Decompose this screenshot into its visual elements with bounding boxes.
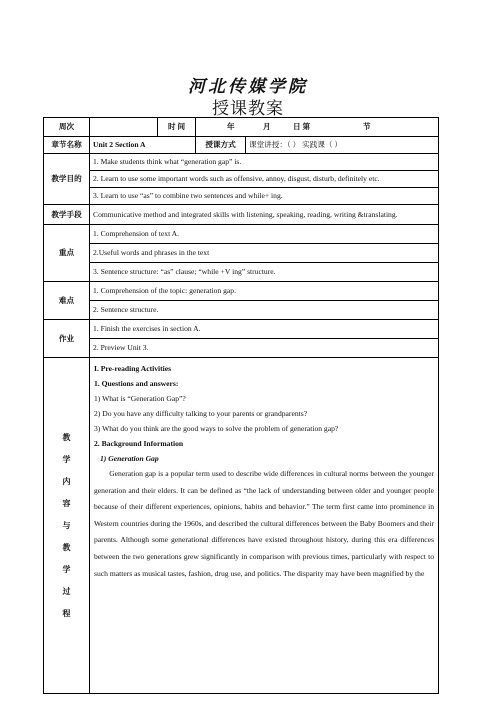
process-label-char: 过 — [62, 586, 71, 596]
objective-line: 2. Learn to use some important words such as offensive, annoy, disgust, disturb, definitely etc. — [90, 170, 438, 187]
school-name: 河北传媒学院 — [188, 77, 308, 96]
homework-line: 1. Finish the exercises in section A. — [93, 324, 201, 333]
difficulties-label: 难点 — [44, 282, 90, 320]
year-label: 年 — [227, 122, 235, 131]
background-paragraph: Generation gap is a popular term used to describe wide differences in cultural norms between the younger generation and their elders. It can be defined as “the lack of understanding between older and younger people because of their different experiences, opinions, habits and behavior.” The term first came into prominence in Western countries during the 1960s, and described the cultural differences between the Baby Boomers and their parents. Although some generational differences have existed throughout history, during this era differences between the two generations grew significantly in comparison with previous times, particularly with respect to such matters as musical tastes, fashion, drug use, and politics. The disparity may have been magnified by the — [94, 469, 434, 578]
homework-content — [90, 320, 439, 358]
homework-row — [44, 320, 439, 358]
key-point-line: 3. Sentence structure: “as” clause; “while +V ing” structure. — [90, 262, 438, 281]
process-label-char: 教 — [62, 432, 71, 442]
process-row — [44, 358, 439, 694]
week-time-row — [44, 118, 439, 137]
process-label-char: 学 — [62, 454, 71, 464]
process-label-char: 容 — [62, 498, 71, 508]
objective-line: 1. Make students think what “generation gap” is. — [93, 157, 242, 166]
process-label — [44, 358, 90, 694]
chapter-value: Unit 2 Section A — [90, 137, 196, 154]
week-value — [90, 118, 158, 137]
process-content — [90, 358, 439, 694]
period-label: 节 — [363, 122, 371, 131]
difficulty-line: 1. Comprehension of the topic: generation gap. — [93, 286, 236, 295]
key-points-content — [90, 225, 439, 282]
process-label-char: 学 — [62, 564, 71, 574]
document-title: 授课教案 — [212, 99, 284, 118]
background-subtitle: 1) Generation Gap — [100, 454, 159, 463]
section-title: I. Pre-reading Activities — [94, 364, 172, 373]
objectives-label: 教学目的 — [44, 154, 90, 205]
key-points-row — [44, 225, 439, 282]
qa-title: 1. Questions and answers: — [94, 379, 179, 388]
objectives-content — [90, 154, 439, 205]
mode-value: 课堂讲授：（ ） 实践课（ ） — [246, 137, 439, 154]
methods-label: 教学手段 — [44, 205, 90, 225]
month-label: 月 — [263, 122, 271, 131]
difficulties-row — [44, 282, 439, 320]
objectives-row — [44, 154, 439, 205]
lesson-plan-table — [43, 117, 439, 694]
key-points-label: 重点 — [44, 225, 90, 282]
chapter-row — [44, 137, 439, 154]
process-label-char: 内 — [62, 476, 71, 486]
question-item: 2) Do you have any difficulty talking to your parents or grandparents? — [94, 409, 308, 418]
methods-content: Communicative method and integrated skills with listening, speaking, reading, writing &translating. — [90, 205, 439, 225]
methods-row — [44, 205, 439, 225]
key-point-line: 1. Comprehension of text A. — [93, 229, 180, 238]
key-point-line: 2.Useful words and phrases in the text — [90, 243, 438, 262]
time-value — [196, 118, 439, 137]
objective-line: 3. Learn to use “as” to combine two sentences and while+ ing. — [90, 187, 438, 204]
difficulties-content — [90, 282, 439, 320]
process-label-char: 程 — [62, 608, 71, 618]
chapter-label: 章节名称 — [44, 137, 90, 154]
question-item: 1) What is “Generation Gap”? — [94, 394, 186, 403]
difficulty-line: 2. Sentence structure. — [90, 300, 438, 319]
process-label-char: 与 — [62, 520, 71, 530]
mode-label: 授课方式 — [196, 137, 246, 154]
homework-label: 作业 — [44, 320, 90, 358]
week-label: 周次 — [44, 118, 90, 137]
question-item: 3) What do you think are the good ways to solve the problem of generation gap? — [94, 424, 339, 433]
time-label: 时 间 — [158, 118, 196, 137]
day-label: 日 第 — [293, 122, 311, 131]
homework-line: 2. Preview Unit 3. — [90, 338, 438, 357]
process-label-char: 教 — [62, 542, 71, 552]
background-title: 2. Background Information — [94, 439, 184, 448]
